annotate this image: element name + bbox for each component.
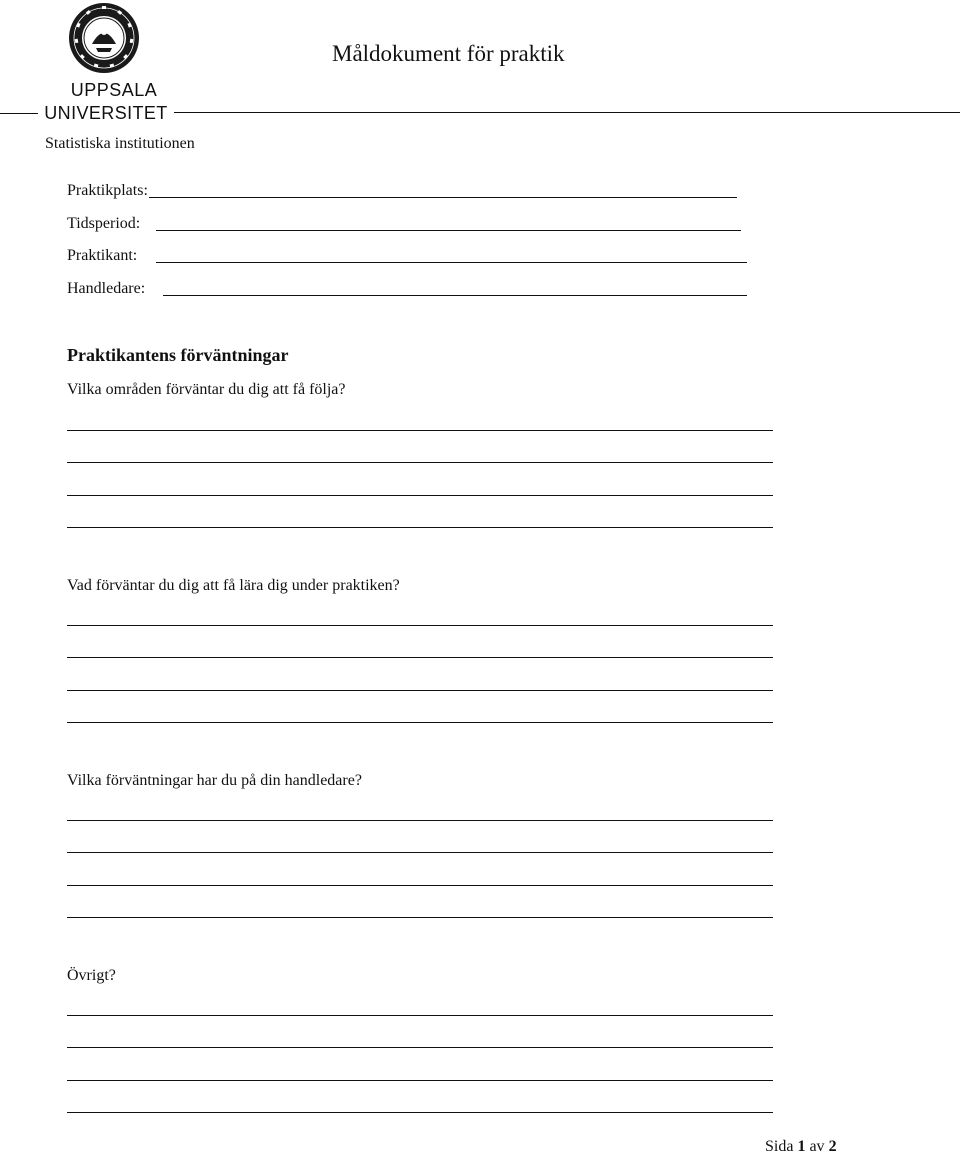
page-total: 2 [828,1138,837,1155]
answer-line[interactable] [67,1047,773,1048]
answer-line[interactable] [67,625,773,626]
answer-line[interactable] [67,917,773,918]
field-line-praktikplats[interactable] [149,197,737,198]
page-number [765,1137,837,1157]
answer-line[interactable] [67,820,773,821]
field-label-praktikplats: Praktikplats: [67,182,148,199]
logo-wordmark-uppsala: UPPSALA [70,80,158,100]
answer-line[interactable] [67,657,773,658]
answer-line[interactable] [67,1015,773,1016]
field-label-praktikant: Praktikant: [67,247,138,264]
institution-name: Statistiska institutionen [45,135,195,152]
question-text: Övrigt? [67,967,116,984]
answer-line[interactable] [67,495,773,496]
question-text: Vilka områden förväntar du dig att få följa? [67,381,346,398]
document-title: Måldokument för praktik [332,41,565,66]
answer-line[interactable] [67,885,773,886]
field-line-handledare[interactable] [163,295,747,296]
header-rule-left [0,113,38,114]
field-line-praktikant[interactable] [156,262,747,263]
of-word: av [809,1138,825,1155]
field-label-tidsperiod: Tidsperiod: [67,215,141,232]
answer-line[interactable] [67,722,773,723]
field-line-tidsperiod[interactable] [156,230,741,231]
section-heading: Praktikantens förväntningar [67,345,289,365]
answer-line[interactable] [67,430,773,431]
page-word: Sida [765,1138,794,1155]
answer-line[interactable] [67,1112,773,1113]
question-text: Vad förväntar du dig att få lära dig under praktiken? [67,577,400,594]
university-seal-logo [68,2,140,74]
answer-line[interactable] [67,852,773,853]
answer-line[interactable] [67,690,773,691]
header-rule-right [174,112,960,113]
field-label-handledare: Handledare: [67,280,146,297]
page-current: 1 [797,1138,806,1155]
answer-line[interactable] [67,527,773,528]
answer-line[interactable] [67,1080,773,1081]
question-text: Vilka förväntningar har du på din handledare? [67,772,362,789]
logo-wordmark-universitet: UNIVERSITET [44,103,168,123]
answer-line[interactable] [67,462,773,463]
